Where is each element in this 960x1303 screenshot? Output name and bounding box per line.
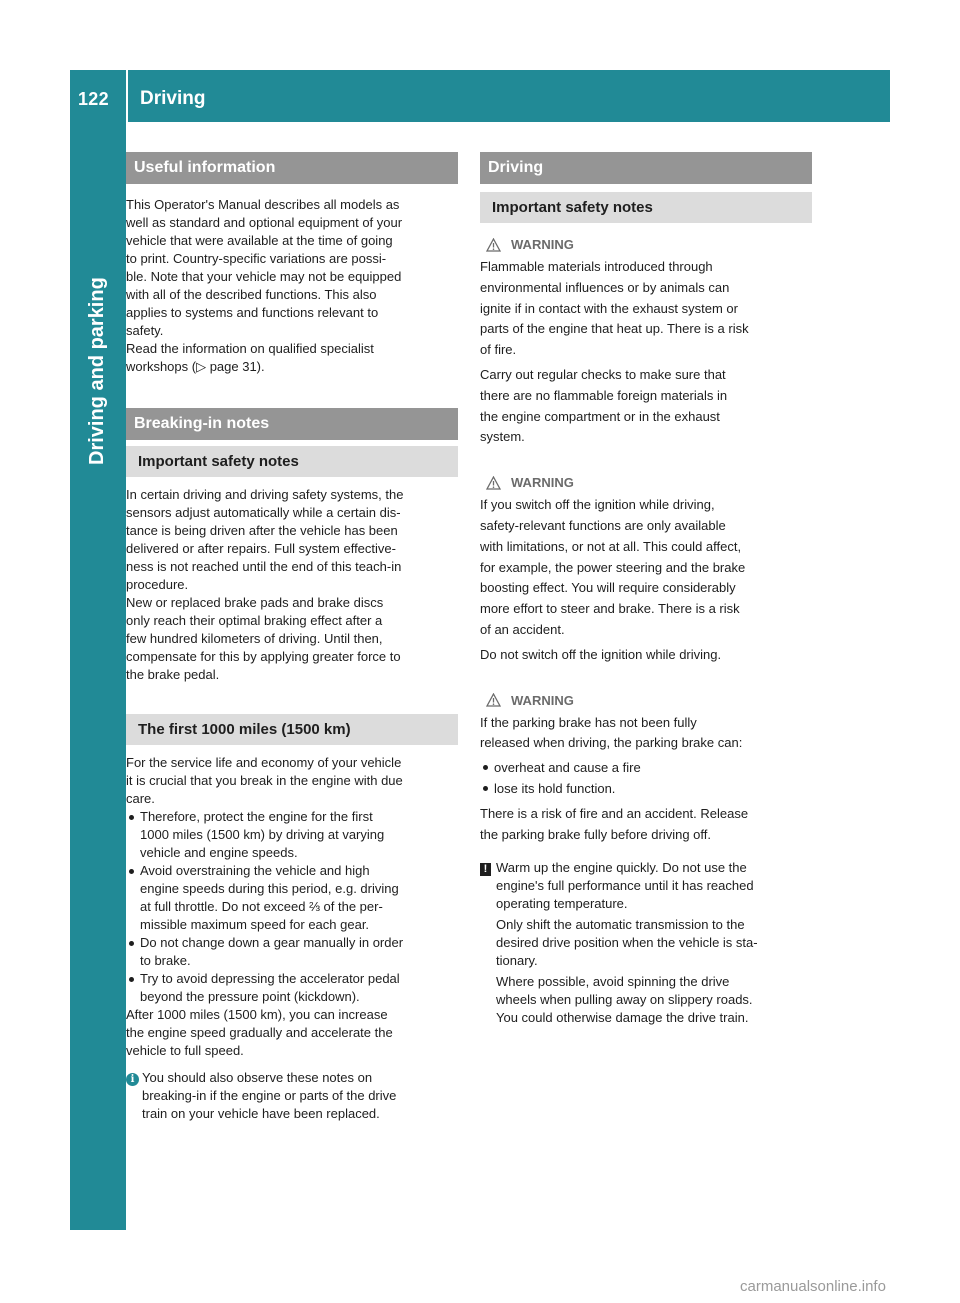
text-line: to print. Country-specific variations are possi- xyxy=(126,251,387,266)
warning-triangle-icon xyxy=(486,238,501,252)
info-note xyxy=(126,1069,458,1123)
text-line: You should also observe these notes on xyxy=(142,1070,373,1085)
warning-triangle-icon xyxy=(486,693,501,707)
text-line: engine speeds during this period, e.g. driving xyxy=(140,881,399,896)
text-line: engine's full performance until it has reached xyxy=(496,878,754,894)
left-column xyxy=(126,152,458,1123)
text-line: In certain driving and driving safety systems, the xyxy=(126,487,404,502)
text-line: Avoid overstraining the vehicle and high xyxy=(140,863,370,878)
list-item xyxy=(126,862,458,934)
text-line: of an accident. xyxy=(480,621,565,637)
text-line: wheels when pulling away on slippery roads. xyxy=(496,992,753,1008)
first-1000-bullet-list xyxy=(126,808,458,1006)
list-item xyxy=(126,808,458,862)
page-reference-line[interactable]: workshops (▷ page 31). xyxy=(126,359,265,374)
side-tab-label: Driving and parking xyxy=(86,277,108,465)
text-line: few hundred kilometers of driving. Until then, xyxy=(126,631,383,646)
useful-information-paragraph xyxy=(126,196,458,376)
first-1000-intro xyxy=(126,754,458,808)
text-line: operating temperature. xyxy=(496,896,628,912)
text-line: ignite if in contact with the exhaust system or xyxy=(480,300,738,316)
header-divider xyxy=(126,70,128,122)
text-line: missible maximum speed for each gear. xyxy=(140,917,370,932)
text-line: environmental influences or by animals can xyxy=(480,279,730,295)
text-line: compensate for this by applying greater force to xyxy=(126,649,401,664)
warning-label: WARNING xyxy=(511,475,574,491)
right-column xyxy=(480,152,812,1027)
section-heading-breaking-in-notes: Breaking-in notes xyxy=(126,408,458,440)
text-line: If you switch off the ignition while driving, xyxy=(480,497,715,513)
subheading-important-safety-notes: Important safety notes xyxy=(126,446,458,477)
text-line: breaking-in if the engine or parts of the drive xyxy=(142,1088,397,1103)
text-line: released when driving, the parking brake can: xyxy=(480,735,743,751)
text-line: more effort to steer and brake. There is a risk xyxy=(480,601,740,617)
text-line: tionary. xyxy=(496,953,538,969)
text-line: Try to avoid depressing the accelerator pedal xyxy=(140,971,400,986)
text-line: sensors adjust automatically while a certain dis- xyxy=(126,505,401,520)
text-line: Only shift the automatic transmission to the xyxy=(496,917,745,933)
warning-heading xyxy=(480,475,812,490)
warning-label: WARNING xyxy=(511,692,574,708)
text-line: This Operator's Manual describes all models as xyxy=(126,197,400,212)
breaking-in-paragraph xyxy=(126,486,458,684)
text-line: After 1000 miles (1500 km), you can increase xyxy=(126,1007,388,1022)
text-line: only reach their optimal braking effect after a xyxy=(126,613,383,628)
text-line: ble. Note that your vehicle may not be equipped xyxy=(126,269,402,284)
subheading-first-1000-miles: The first 1000 miles (1500 km) xyxy=(126,714,458,745)
text-line: care. xyxy=(126,791,155,806)
warning-label: WARNING xyxy=(511,237,574,252)
text-line: tance is being driven after the vehicle has been xyxy=(126,523,398,538)
text-line: vehicle and engine speeds. xyxy=(140,845,298,860)
warning-triangle-icon xyxy=(486,476,501,490)
text-line: applies to systems and functions relevant to xyxy=(126,305,379,320)
warning-heading xyxy=(480,693,812,708)
text-line: There is a risk of fire and an accident. Release xyxy=(480,805,749,821)
warning-2-text xyxy=(480,495,812,665)
list-item xyxy=(126,970,458,1006)
text-line: with limitations, or not at all. This could affect, xyxy=(480,538,742,554)
text-line: Flammable materials introduced through xyxy=(480,259,713,274)
text-line: vehicle to full speed. xyxy=(126,1043,244,1058)
section-heading-useful-information: Useful information xyxy=(126,152,458,184)
footer-watermark: carmanualsonline.info xyxy=(740,1278,886,1295)
text-line: Read the information on qualified specialist xyxy=(126,341,374,356)
warning-3-bullet-list xyxy=(480,758,812,800)
text-line: the engine compartment or in the exhaust xyxy=(480,408,720,424)
text-line: Do not switch off the ignition while driving. xyxy=(480,646,722,662)
warning-3-text xyxy=(480,713,812,846)
text-line: vehicle that were available at the time of going xyxy=(126,233,393,248)
text-line: the parking brake fully before driving off. xyxy=(480,826,712,842)
info-icon: i xyxy=(126,1073,139,1086)
first-1000-after xyxy=(126,1006,458,1060)
text-line: desired drive position when the vehicle is sta- xyxy=(496,935,758,951)
text-line: If the parking brake has not been fully xyxy=(480,714,697,730)
text-line: 1000 miles (1500 km) by driving at varying xyxy=(140,827,385,842)
text-line: You could otherwise damage the drive train. xyxy=(496,1010,749,1026)
text-line: it is crucial that you break in the engine with due xyxy=(126,773,403,788)
text-line: system. xyxy=(480,429,525,445)
text-line: Do not change down a gear manually in order xyxy=(140,935,404,950)
text-line: beyond the pressure point (kickdown). xyxy=(140,989,360,1004)
text-line: at full throttle. Do not exceed ⅔ of the per- xyxy=(140,899,383,914)
page-number: 122 xyxy=(78,89,109,109)
subheading-important-safety-notes: Important safety notes xyxy=(480,192,812,223)
text-line: well as standard and optional equipment of your xyxy=(126,215,403,230)
exclamation-icon: ! xyxy=(480,863,491,876)
text-line: Warm up the engine quickly. Do not use the xyxy=(496,860,747,876)
text-line: For the service life and economy of your vehicle xyxy=(126,755,402,770)
chapter-title: Driving xyxy=(140,88,206,109)
text-line: parts of the engine that heat up. There is a risk xyxy=(480,321,749,337)
text-line: the brake pedal. xyxy=(126,667,220,682)
text-line: New or replaced brake pads and brake discs xyxy=(126,595,384,610)
text-line: safety. xyxy=(126,323,164,338)
text-line: with all of the described functions. This also xyxy=(126,287,377,302)
text-line: Therefore, protect the engine for the first xyxy=(140,809,373,824)
warning-heading xyxy=(480,237,812,252)
list-item: overheat and cause a fire xyxy=(480,758,812,779)
list-item xyxy=(126,934,458,970)
text-line: there are no flammable foreign materials in xyxy=(480,387,728,403)
text-line: of fire. xyxy=(480,342,517,358)
text-line: Carry out regular checks to make sure that xyxy=(480,366,726,382)
text-line: Where possible, avoid spinning the drive xyxy=(496,974,730,990)
text-line: to brake. xyxy=(140,953,191,968)
caution-note xyxy=(480,859,812,1027)
text-line: delivered or after repairs. Full system effective- xyxy=(126,541,396,556)
text-line: ness is not reached until the end of this teach-in xyxy=(126,559,402,574)
list-item: lose its hold function. xyxy=(480,779,812,800)
text-line: safety-relevant functions are only available xyxy=(480,517,726,533)
section-heading-driving: Driving xyxy=(480,152,812,184)
text-line: for example, the power steering and the brake xyxy=(480,559,746,575)
text-line: the engine speed gradually and accelerate the xyxy=(126,1025,393,1040)
text-line: procedure. xyxy=(126,577,189,592)
text-line: boosting effect. You will require considerably xyxy=(480,580,736,596)
text-line: train on your vehicle have been replaced. xyxy=(142,1106,380,1121)
warning-1-text xyxy=(480,257,812,448)
